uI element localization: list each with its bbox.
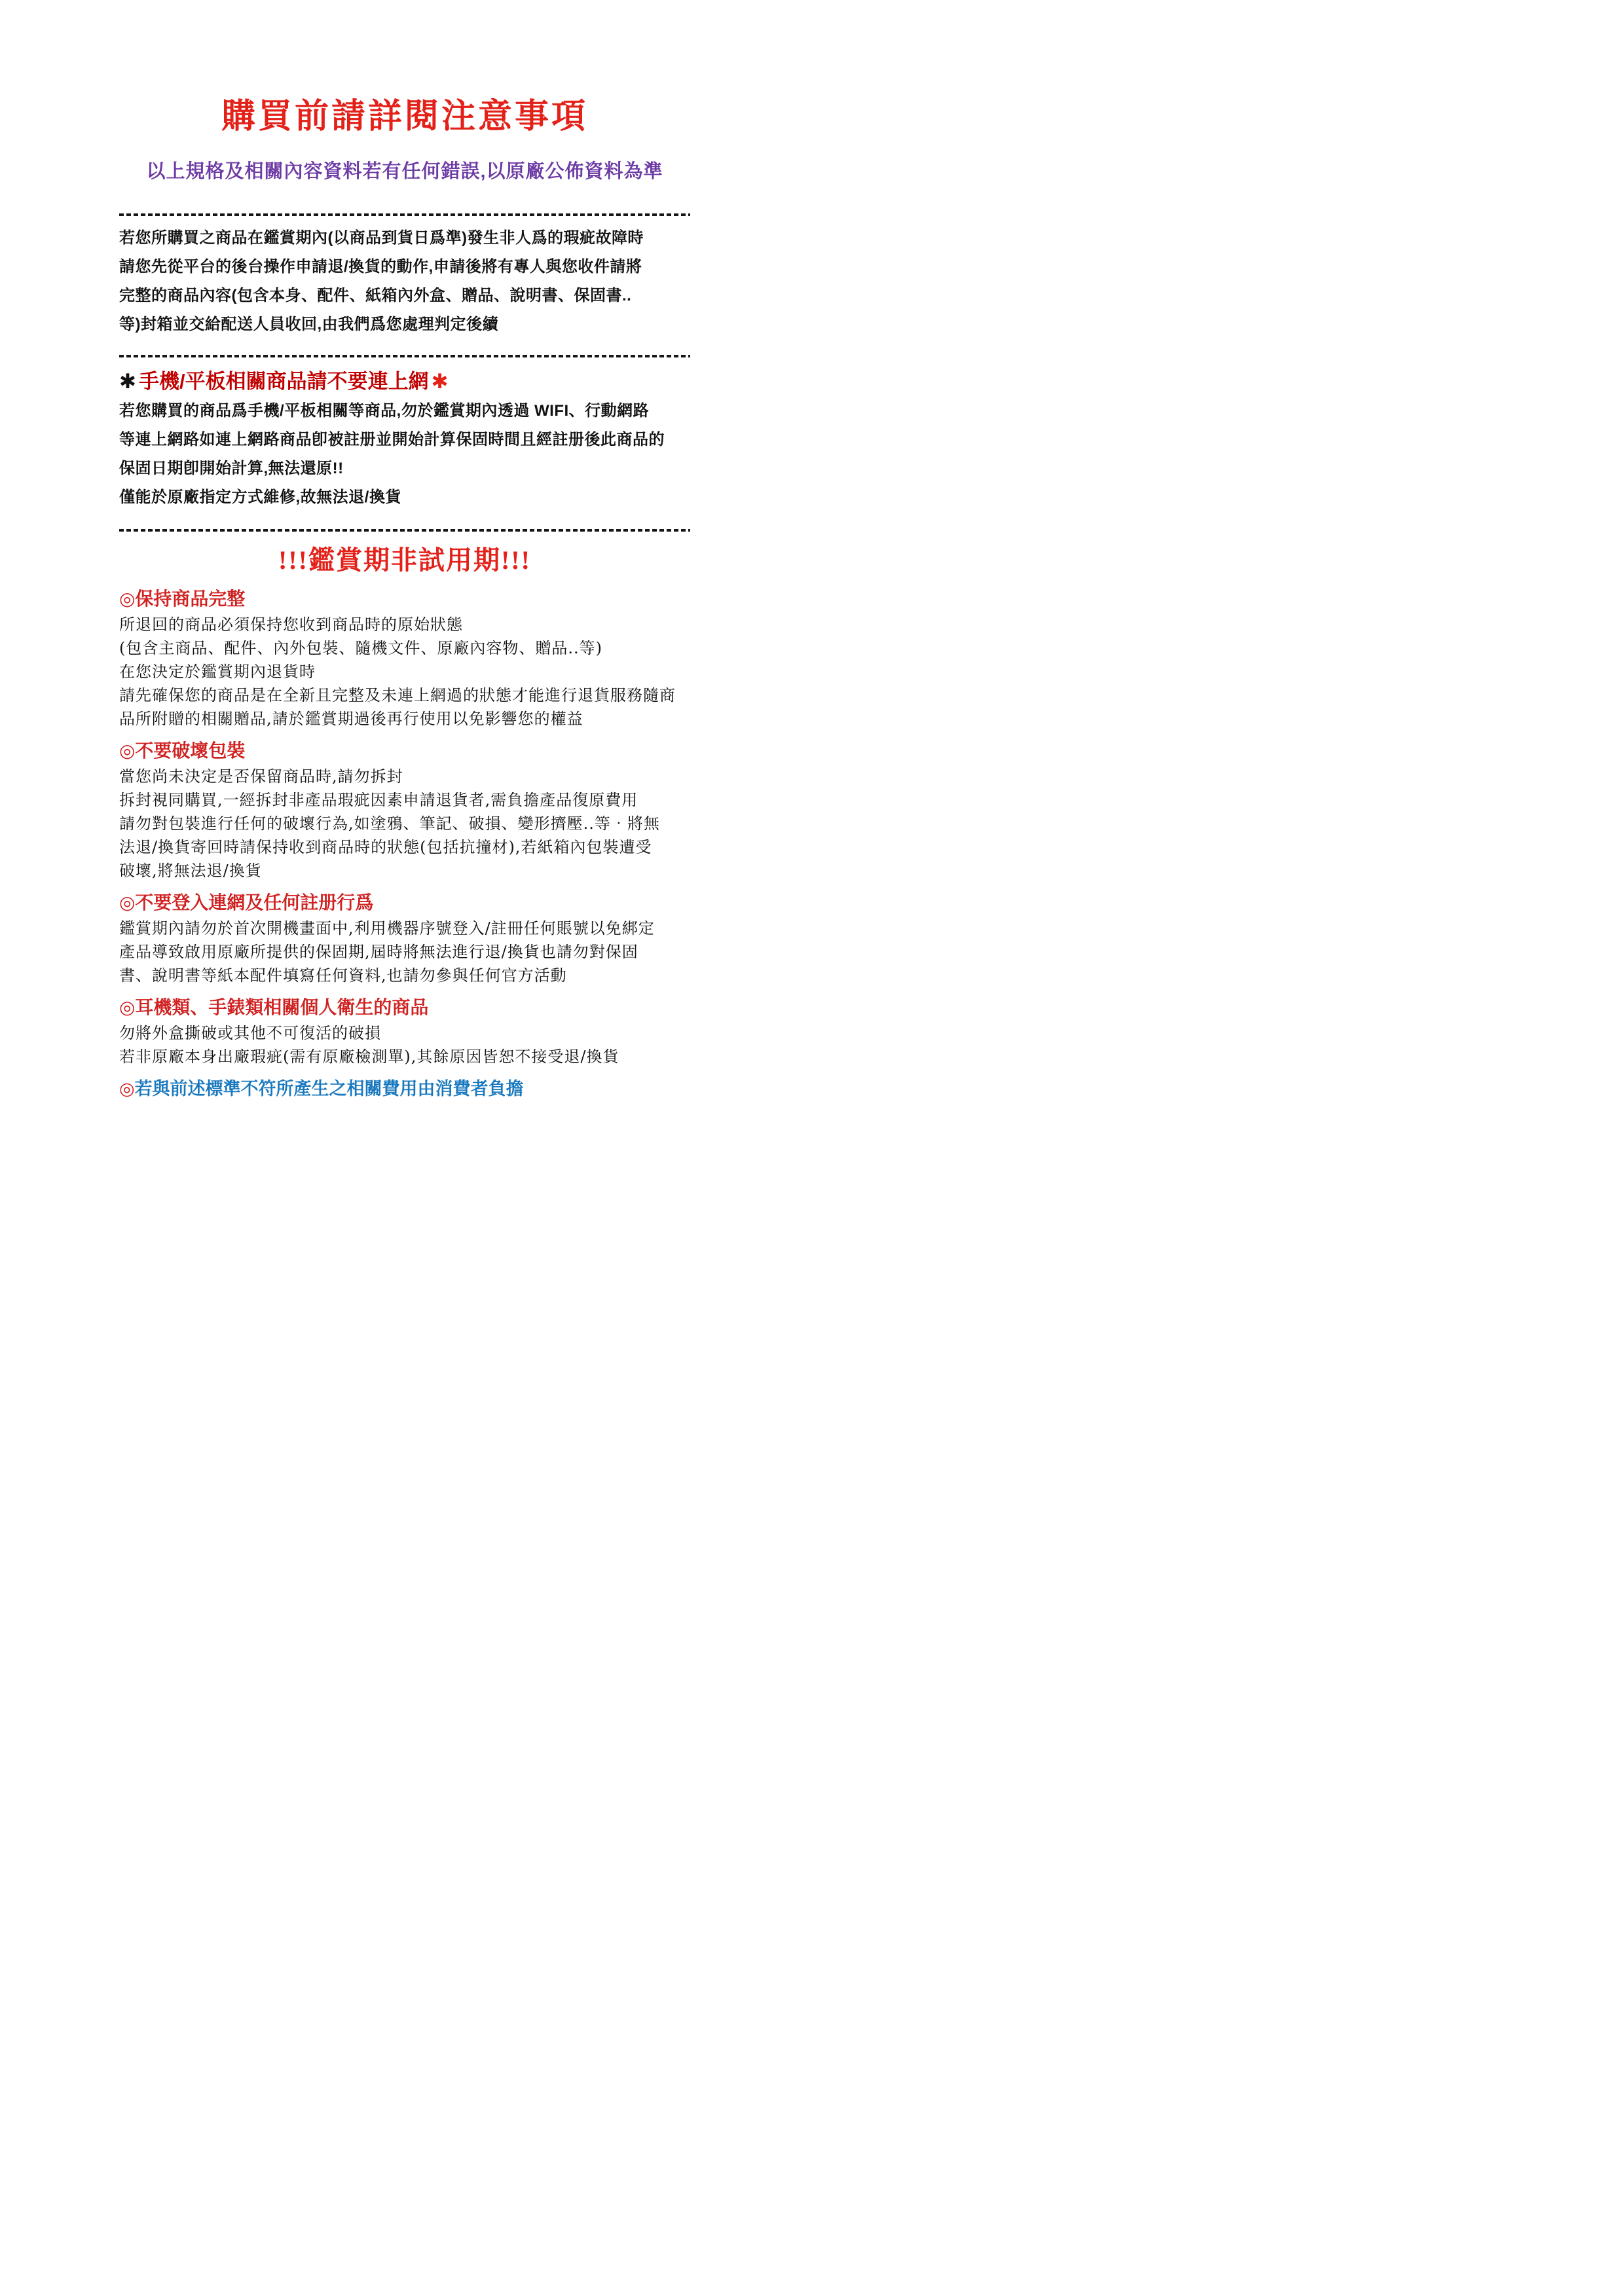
- circle-bullet-icon: ◎: [119, 1079, 135, 1099]
- appreciation-period-banner: !!!鑑賞期非試用期!!!: [278, 545, 531, 575]
- paragraph-line: 鑑賞期內請勿於首次開機畫面中,利用機器序號登入/註冊任何賬號以免綁定: [119, 919, 655, 938]
- consumer-cost-note-text: 若與前述標準不符所產生之相關費用由消費者負擔: [134, 1079, 524, 1099]
- section-keep-product-intact: [119, 585, 690, 731]
- paragraph-line: 破壞,將無法退/換貨: [119, 862, 262, 880]
- section-body: [119, 765, 690, 883]
- dashed-divider: [119, 213, 690, 216]
- paragraph-line: 書、說明書等紙本配件填寫任何資料,也請勿參與任何官方活動: [119, 966, 567, 985]
- section-body: [119, 613, 690, 731]
- no-connect-heading: [119, 367, 690, 397]
- paragraph-line: 法退/換貨寄回時請保持收到商品時的狀態(包括抗撞材),若紙箱內包裝遭受: [119, 838, 652, 856]
- paragraph-line: 若您所購買之商品在鑑賞期內(以商品到貨日爲準)發生非人爲的瑕疵故障時: [119, 229, 644, 247]
- section-body: [119, 1021, 690, 1068]
- intro-paragraph: [119, 224, 690, 339]
- section-heading: ◎保持商品完整: [119, 589, 246, 609]
- asterisk-left-icon: ✱: [119, 370, 136, 393]
- consumer-cost-note: [119, 1075, 690, 1102]
- asterisk-right-icon: ✱: [431, 370, 449, 393]
- dashed-divider: [119, 529, 690, 532]
- paragraph-line: 所退回的商品必須保持您收到商品時的原始狀態: [119, 615, 463, 634]
- paragraph-line: 若您購買的商品爲手機/平板相關等商品,勿於鑑賞期內透過 WIFI、行動網路: [119, 402, 650, 420]
- section-heading: ◎不要登入連網及任何註册行爲: [119, 892, 374, 913]
- paragraph-line: 保固日期卽開始計算,無法還原!!: [119, 460, 344, 477]
- section-body: [119, 917, 690, 987]
- paragraph-line: 請勿對包裝進行任何的破壞行為,如塗鴉、筆記、破損、變形擠壓..等‧將無: [119, 814, 660, 833]
- paragraph-line: 請您先從平台的後台操作申請退/換貨的動作,申請後將有專人與您收件請將: [119, 258, 642, 276]
- page-title: 購買前請詳閱注意事項: [221, 98, 588, 136]
- section-heading: ◎不要破壞包裝: [119, 740, 246, 761]
- paragraph-line: 品所附贈的相關贈品,請於鑑賞期過後再行使用以免影響您的權益: [119, 710, 583, 728]
- section-no-login-registration: [119, 889, 690, 987]
- section-personal-hygiene-products: [119, 994, 690, 1068]
- purchase-notice-page: [119, 0, 690, 1102]
- paragraph-line: 等連上網路如連上網路商品卽被註册並開始計算保固時間且經註册後此商品的: [119, 431, 665, 448]
- paragraph-line: 僅能於原廠指定方式維修,故無法退/換貨: [119, 488, 401, 506]
- no-connect-paragraph: [119, 397, 690, 512]
- paragraph-line: 若非原廠本身出廠瑕疵(需有原廠檢測單),其餘原因皆恕不接受退/換貨: [119, 1048, 619, 1066]
- dashed-divider: [119, 355, 690, 357]
- page-subtitle: 以上規格及相關內容資料若有任何錯誤,以原廠公佈資料為準: [146, 161, 663, 182]
- paragraph-line: 勿將外盒撕破或其他不可復活的破損: [119, 1024, 381, 1042]
- paragraph-line: 當您尚未決定是否保留商品時,請勿拆封: [119, 767, 403, 786]
- section-heading: ◎耳機類、手錶類相關個人衛生的商品: [119, 997, 429, 1017]
- paragraph-line: 等)封箱並交給配送人員收回,由我們爲您處理判定後續: [119, 316, 499, 333]
- paragraph-line: 完整的商品內容(包含本身、配件、紙箱內外盒、贈品、說明書、保固書..: [119, 287, 632, 304]
- section-do-not-damage-packaging: [119, 737, 690, 883]
- paragraph-line: 拆封視同購買,一經拆封非產品瑕疵因素申請退貨者,需負擔產品復原費用: [119, 791, 638, 809]
- paragraph-line: 在您決定於鑑賞期內退貨時: [119, 663, 316, 681]
- no-connect-heading-text: 手機/平板相關商品請不要連上網: [138, 370, 429, 393]
- paragraph-line: (包含主商品、配件、內外包裝、隨機文件、原廠內容物、贈品..等): [119, 639, 602, 657]
- paragraph-line: 產品導致啟用原廠所提供的保固期,屆時將無法進行退/換貨也請勿對保固: [119, 943, 638, 961]
- paragraph-line: 請先確保您的商品是在全新且完整及未連上網過的狀態才能進行退貨服務隨商: [119, 686, 676, 704]
